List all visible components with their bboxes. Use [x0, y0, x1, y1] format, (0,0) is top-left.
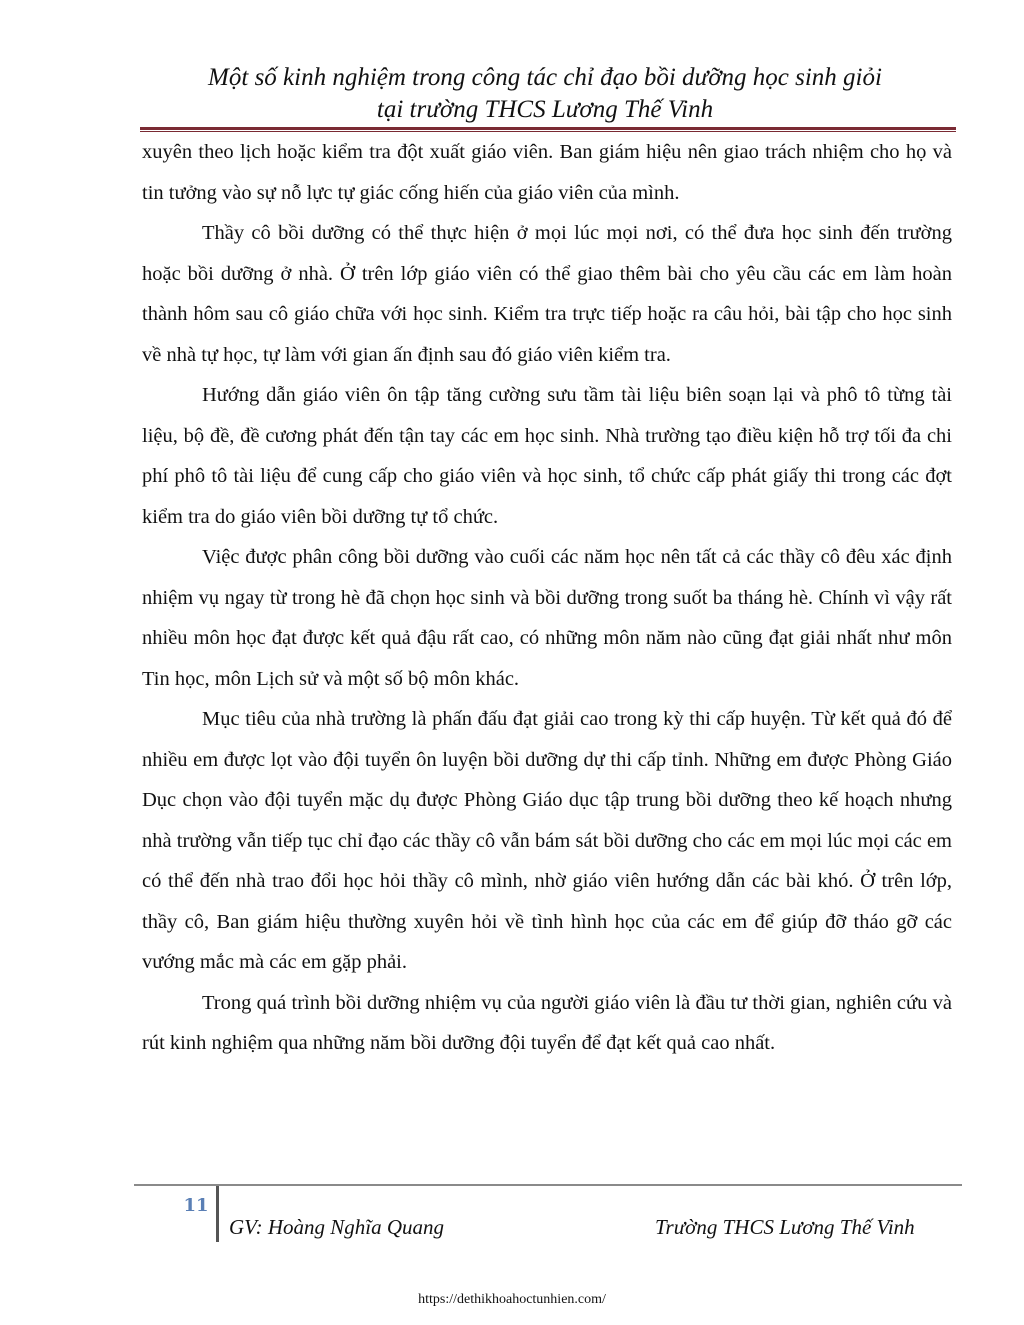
page-number: 11	[183, 1195, 209, 1216]
paragraph-3: Hướng dẫn giáo viên ôn tập tăng cường sưu tầm tài liệu biên soạn lại và phô tô từng tài liệu, bộ đề, đề cương phát đến tận tay các em học sinh. Nhà trường tạo điều kiện hỗ trợ tối đa chi phí phô tô tài liệu để cung cấp cho giáo viên và học sinh, tổ chức cấp phát giấy thi trong các đợt kiểm tra do giáo viên bồi dưỡng tự tổ chức.	[142, 384, 952, 528]
paragraph-6: Trong quá trình bồi dưỡng nhiệm vụ của người giáo viên là đầu tư thời gian, nghiên cứu và rút kinh nghiệm qua những năm bồi dưỡng đội tuyển để đạt kết quả cao nhất.	[142, 991, 952, 1054]
header-title-line-2: tại trường THCS Lương Thế Vinh	[376, 96, 714, 123]
page-header	[130, 62, 960, 126]
footer-divider	[216, 1186, 219, 1242]
footer-author: GV: Hoàng Nghĩa Quang	[229, 1215, 445, 1239]
paragraph-5: Mục tiêu của nhà trường là phấn đấu đạt giải cao trong kỳ thi cấp huyện. Từ kết quả đó để nhiều em được lọt vào đội tuyển ôn luyện bồi dưỡng dự thi cấp tỉnh. Những em được Phòng Giáo Dục chọn vào đội tuyển mặc dụ được Phòng Giáo dục tập trung bồi dưỡng theo kế hoạch nhưng nhà trường vẫn tiếp tục chỉ đạo các thầy cô vẫn bám sát bồi dưỡng cho các em mọi lúc mọi các em có thể đến nhà trao đổi học hỏi thầy cô mình, nhờ giáo viên hướng dẫn các bài khó. Ở trên lớp, thầy cô, Ban giám hiệu thường xuyên hỏi về tình hình học của các em để giúp đỡ tháo gỡ các vướng mắc mà các em gặp phải.	[142, 708, 952, 973]
footer-school: Trường THCS Lương Thế Vinh	[655, 1215, 915, 1239]
paragraph-1: xuyên theo lịch hoặc kiểm tra đột xuất giáo viên. Ban giám hiệu nên giao trách nhiệm cho họ và tin tưởng vào sự nỗ lực tự giác cống hiến của giáo viên của mình.	[142, 141, 952, 204]
document-body	[142, 132, 952, 1064]
footer-rule	[134, 1184, 962, 1186]
header-rule-thick	[140, 127, 956, 130]
header-title-line-1: Một số kinh nghiệm trong công tác chỉ đạo bồi dưỡng học sinh giỏi	[208, 64, 882, 91]
source-url[interactable]: https://dethikhoahoctunhien.com/	[418, 1292, 606, 1307]
paragraph-4: Việc được phân công bồi dưỡng vào cuối các năm học nên tất cả các thầy cô đêu xác định nhiệm vụ ngay từ trong hè đã chọn học sinh và bồi dưỡng trong suốt ba tháng hè. Chính vì vậy rất nhiều môn học đạt được kết quả đậu rất cao, có những môn năm nào cũng đạt giải nhất như môn Tin học, môn Lịch sử và một số bộ môn khác.	[142, 546, 952, 690]
paragraph-2: Thầy cô bồi dưỡng có thể thực hiện ở mọi lúc mọi nơi, có thể đưa học sinh đến trường hoặc bồi dưỡng ở nhà. Ở trên lớp giáo viên có thể giao thêm bài cho yêu cầu các em làm hoàn thành hôm sau cô giáo chữa với học sinh. Kiểm tra trực tiếp hoặc ra câu hỏi, bài tập cho học sinh về nhà tự học, tự làm với gian ấn định sau đó giáo viên kiểm tra.	[142, 222, 952, 366]
